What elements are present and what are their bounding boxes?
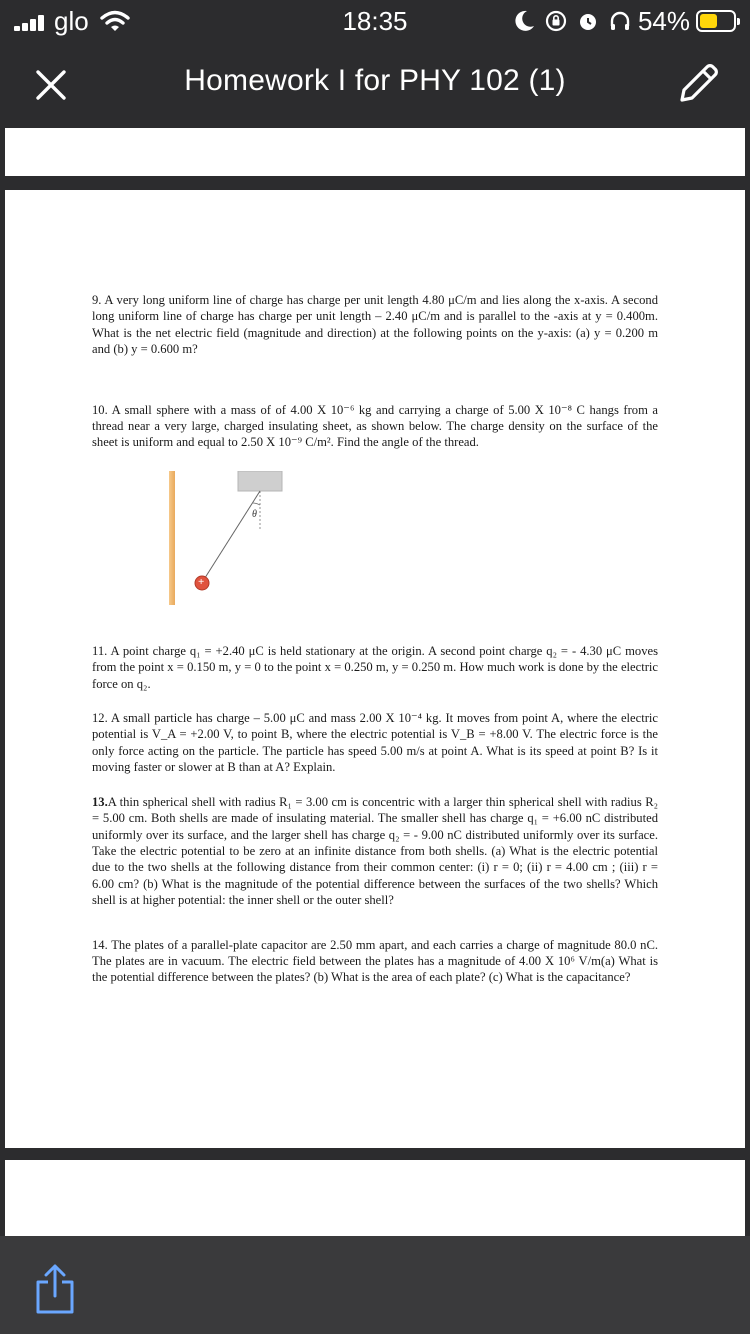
battery-level [700, 14, 717, 28]
question-9: 9. A very long uniform line of charge has charge per unit length 4.80 μC/m and lies along the x-axis. A second long uniform line of charge has charge per unit length – 2.40 μC/m and is parallel to the -axis at y = 0.400m. What is the net electric field (magnitude and direction) at the following points on the y-axis: (a) y = 0.200 m and (b) y = 0.600 m? [92, 293, 658, 357]
sphere-sheet-diagram [92, 471, 292, 615]
carrier-name: glo [54, 6, 89, 36]
question-14: 14. The plates of a parallel-plate capacitor are 2.50 mm apart, and each carries a charge of magnitude 80.0 nC. The plates are in vacuum. The electric field between the plates has a magnitude of 4.00 X 10⁶ V/m(a) What is the potential difference between the plates? (b) What is the area of each plate? (c) What is the capacitance? [92, 937, 658, 985]
pencil-icon[interactable] [674, 60, 722, 108]
rotation-lock-icon [544, 9, 568, 33]
angle-label: θ [252, 508, 257, 520]
status-time: 18:35 [342, 6, 408, 36]
question-13 [92, 794, 658, 909]
share-icon[interactable] [32, 1262, 78, 1316]
question-12: 12. A small particle has charge – 5.00 μC and mass 2.00 X 10⁻⁴ kg. It moves from point A, where the electric potential is V_A = +2.00 V, to point B, where the electric potential is V_B = +8.00 V. The electric force is the only force acting on the particle. The particle has speed 5.00 m/s at point A. What is its speed at point B? Is it moving faster or slower at B than at A? Explain. [92, 711, 658, 775]
bottom-toolbar [0, 1236, 750, 1334]
previous-page [5, 128, 745, 176]
charge-label: + [198, 575, 205, 588]
status-icons [504, 6, 736, 36]
next-page [5, 1160, 745, 1236]
question-10: 10. A small sphere with a mass of of 4.00 X 10⁻⁶ kg and carrying a charge of 5.00 X 10⁻⁸ C hangs from a thread near a very large, charged insulating sheet, as shown below. The charge density on the surface of the sheet is uniform and equal to 2.50 X 10⁻⁹ C/m². Find the angle of the thread. [92, 402, 658, 450]
status-bar [0, 0, 750, 40]
navigation-bar [0, 40, 750, 128]
question-13-text: A thin spherical shell with radius R₁ = 3.00 cm is concentric with a larger thin spherical shell with radius R₂ = 5.00 cm. Both shells are made of insulating material. The smaller shell has charge q₁ = +6.00 nC distributed uniformly over its surface, and the larger shell has charge q₂ = - 9.00 nC distributed uniformly over its surface. Take the electric potential to be zero at an infinite distance from both shells. (a) What is the electric potential due to the two shells at the following distance from their common center: (i) r = 0; (ii) r = 4.00 cm ; (iii) r = 6.00 cm? (b) What is the magnitude of the potential difference between the surfaces of the two shells? Which shell is at higher potential: the inner shell or the outer shell? [92, 794, 658, 908]
ceiling-support [238, 471, 282, 491]
battery-icon [696, 10, 736, 32]
headphones-icon [608, 9, 632, 33]
question-11: 11. A point charge q₁ = +2.40 μC is held stationary at the origin. A second point charge q₂ = - 4.30 μC moves from the point x = 0.150 m, y = 0 to the point x = 0.250 m, y = 0.250 m. How much work is done by the electric force on q₂. [92, 643, 658, 691]
document-content [92, 292, 658, 986]
figure-hanging-sphere [92, 471, 658, 615]
battery-percent: 54% [637, 5, 690, 36]
moon-icon [512, 9, 536, 33]
question-13-number: 13. [92, 794, 108, 809]
thread [203, 491, 260, 581]
charged-sheet [169, 471, 175, 605]
page-title: Homework I for PHY 102 (1) [184, 64, 566, 97]
alarm-icon [576, 9, 600, 33]
